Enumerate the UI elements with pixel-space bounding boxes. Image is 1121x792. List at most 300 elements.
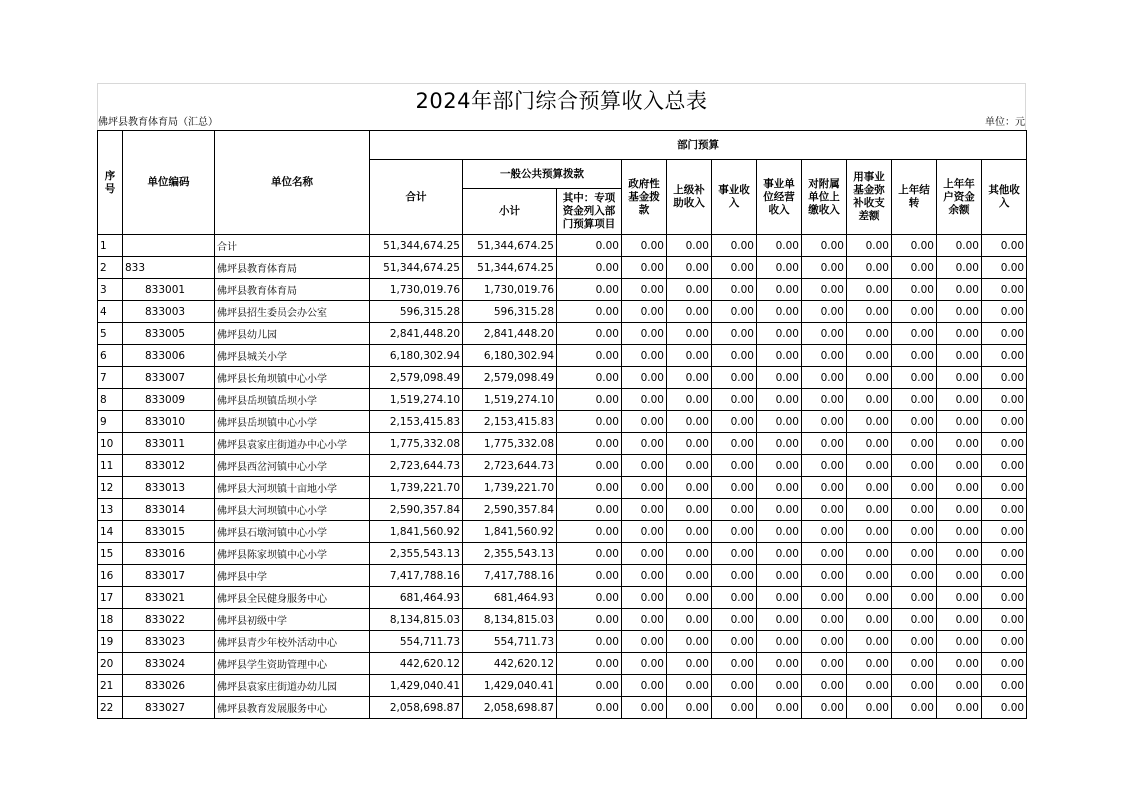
cell-carry-over: 0.00 — [892, 697, 937, 719]
cell-affiliated: 0.00 — [802, 587, 847, 609]
cell-business: 0.00 — [712, 367, 757, 389]
cell-name: 佛坪县教育体育局 — [215, 257, 370, 279]
cell-affiliated: 0.00 — [802, 433, 847, 455]
table-row — [98, 565, 1027, 587]
cell-prev-balance: 0.00 — [937, 697, 982, 719]
cell-other: 0.00 — [982, 389, 1027, 411]
cell-name: 佛坪县教育发展服务中心 — [215, 697, 370, 719]
cell-code: 833023 — [123, 631, 215, 653]
cell-other: 0.00 — [982, 323, 1027, 345]
cell-subtotal: 1,429,040.41 — [463, 675, 557, 697]
cell-total: 2,590,357.84 — [370, 499, 463, 521]
cell-prev-balance: 0.00 — [937, 279, 982, 301]
cell-business: 0.00 — [712, 521, 757, 543]
cell-affiliated: 0.00 — [802, 345, 847, 367]
cell-gov-fund: 0.00 — [622, 345, 667, 367]
cell-special: 0.00 — [557, 389, 622, 411]
cell-subtotal: 442,620.12 — [463, 653, 557, 675]
cell-operating: 0.00 — [757, 631, 802, 653]
cell-gov-fund: 0.00 — [622, 433, 667, 455]
cell-total: 1,775,332.08 — [370, 433, 463, 455]
cell-carry-over: 0.00 — [892, 433, 937, 455]
title-row — [97, 83, 1026, 116]
cell-total: 1,841,560.92 — [370, 521, 463, 543]
cell-other: 0.00 — [982, 433, 1027, 455]
cell-operating: 0.00 — [757, 367, 802, 389]
cell-operating: 0.00 — [757, 499, 802, 521]
cell-subtotal: 554,711.73 — [463, 631, 557, 653]
cell-seq: 6 — [98, 345, 123, 367]
cell-operating: 0.00 — [757, 697, 802, 719]
cell-carry-over: 0.00 — [892, 653, 937, 675]
cell-prev-balance: 0.00 — [937, 521, 982, 543]
table-row — [98, 477, 1027, 499]
cell-operating: 0.00 — [757, 345, 802, 367]
cell-code: 833026 — [123, 675, 215, 697]
header-special: 其中：专项资金列入部门预算项目 — [557, 189, 622, 235]
cell-carry-over: 0.00 — [892, 521, 937, 543]
table-row — [98, 543, 1027, 565]
cell-gov-fund: 0.00 — [622, 279, 667, 301]
cell-fund-cover: 0.00 — [847, 345, 892, 367]
cell-operating: 0.00 — [757, 411, 802, 433]
cell-business: 0.00 — [712, 323, 757, 345]
cell-code: 833021 — [123, 587, 215, 609]
cell-seq: 1 — [98, 235, 123, 257]
header-code: 单位编码 — [123, 131, 215, 235]
cell-other: 0.00 — [982, 301, 1027, 323]
cell-code: 833027 — [123, 697, 215, 719]
cell-superior: 0.00 — [667, 609, 712, 631]
header-gov-fund: 政府性基金拨款 — [622, 160, 667, 235]
cell-code: 833006 — [123, 345, 215, 367]
cell-subtotal: 1,841,560.92 — [463, 521, 557, 543]
cell-affiliated: 0.00 — [802, 323, 847, 345]
cell-fund-cover: 0.00 — [847, 499, 892, 521]
table-row — [98, 653, 1027, 675]
cell-subtotal: 6,180,302.94 — [463, 345, 557, 367]
cell-name: 佛坪县西岔河镇中心小学 — [215, 455, 370, 477]
cell-other: 0.00 — [982, 565, 1027, 587]
cell-code: 833012 — [123, 455, 215, 477]
cell-seq: 9 — [98, 411, 123, 433]
cell-superior: 0.00 — [667, 653, 712, 675]
cell-name: 佛坪县招生委员会办公室 — [215, 301, 370, 323]
cell-carry-over: 0.00 — [892, 543, 937, 565]
cell-name: 佛坪县青少年校外活动中心 — [215, 631, 370, 653]
cell-subtotal: 2,355,543.13 — [463, 543, 557, 565]
cell-gov-fund: 0.00 — [622, 631, 667, 653]
cell-superior: 0.00 — [667, 631, 712, 653]
cell-special: 0.00 — [557, 697, 622, 719]
cell-code: 833007 — [123, 367, 215, 389]
cell-superior: 0.00 — [667, 587, 712, 609]
cell-total: 1,739,221.70 — [370, 477, 463, 499]
header-other: 其他收入 — [982, 160, 1027, 235]
cell-special: 0.00 — [557, 477, 622, 499]
cell-code: 833011 — [123, 433, 215, 455]
table-row — [98, 433, 1027, 455]
cell-business: 0.00 — [712, 609, 757, 631]
cell-prev-balance: 0.00 — [937, 543, 982, 565]
cell-affiliated: 0.00 — [802, 367, 847, 389]
cell-affiliated: 0.00 — [802, 631, 847, 653]
header-business: 事业收入 — [712, 160, 757, 235]
cell-business: 0.00 — [712, 675, 757, 697]
cell-other: 0.00 — [982, 345, 1027, 367]
cell-subtotal: 2,590,357.84 — [463, 499, 557, 521]
cell-seq: 22 — [98, 697, 123, 719]
cell-superior: 0.00 — [667, 367, 712, 389]
cell-gov-fund: 0.00 — [622, 235, 667, 257]
cell-fund-cover: 0.00 — [847, 521, 892, 543]
cell-business: 0.00 — [712, 565, 757, 587]
cell-total: 442,620.12 — [370, 653, 463, 675]
cell-prev-balance: 0.00 — [937, 477, 982, 499]
cell-total: 51,344,674.25 — [370, 235, 463, 257]
header-subtotal: 小计 — [463, 189, 557, 235]
cell-other: 0.00 — [982, 587, 1027, 609]
cell-name: 佛坪县幼儿园 — [215, 323, 370, 345]
cell-total: 2,058,698.87 — [370, 697, 463, 719]
cell-total: 8,134,815.03 — [370, 609, 463, 631]
cell-seq: 3 — [98, 279, 123, 301]
cell-code: 833016 — [123, 543, 215, 565]
cell-special: 0.00 — [557, 345, 622, 367]
cell-seq: 7 — [98, 367, 123, 389]
cell-seq: 15 — [98, 543, 123, 565]
cell-gov-fund: 0.00 — [622, 697, 667, 719]
cell-operating: 0.00 — [757, 543, 802, 565]
cell-prev-balance: 0.00 — [937, 653, 982, 675]
cell-total: 1,730,019.76 — [370, 279, 463, 301]
cell-carry-over: 0.00 — [892, 411, 937, 433]
cell-fund-cover: 0.00 — [847, 543, 892, 565]
cell-fund-cover: 0.00 — [847, 609, 892, 631]
cell-other: 0.00 — [982, 235, 1027, 257]
cell-prev-balance: 0.00 — [937, 499, 982, 521]
cell-total: 1,519,274.10 — [370, 389, 463, 411]
cell-name: 佛坪县大河坝镇十亩地小学 — [215, 477, 370, 499]
cell-special: 0.00 — [557, 411, 622, 433]
cell-fund-cover: 0.00 — [847, 631, 892, 653]
cell-superior: 0.00 — [667, 389, 712, 411]
header-superior: 上级补助收入 — [667, 160, 712, 235]
cell-business: 0.00 — [712, 697, 757, 719]
cell-business: 0.00 — [712, 389, 757, 411]
cell-other: 0.00 — [982, 631, 1027, 653]
cell-gov-fund: 0.00 — [622, 543, 667, 565]
cell-name: 佛坪县陈家坝镇中心小学 — [215, 543, 370, 565]
cell-seq: 20 — [98, 653, 123, 675]
cell-other: 0.00 — [982, 521, 1027, 543]
cell-special: 0.00 — [557, 455, 622, 477]
cell-business: 0.00 — [712, 631, 757, 653]
cell-seq: 12 — [98, 477, 123, 499]
cell-seq: 8 — [98, 389, 123, 411]
cell-code: 833024 — [123, 653, 215, 675]
cell-operating: 0.00 — [757, 521, 802, 543]
cell-special: 0.00 — [557, 521, 622, 543]
cell-special: 0.00 — [557, 653, 622, 675]
cell-operating: 0.00 — [757, 477, 802, 499]
cell-total: 7,417,788.16 — [370, 565, 463, 587]
cell-seq: 11 — [98, 455, 123, 477]
table-row — [98, 345, 1027, 367]
cell-code: 833009 — [123, 389, 215, 411]
cell-superior: 0.00 — [667, 411, 712, 433]
cell-affiliated: 0.00 — [802, 609, 847, 631]
org-name: 佛坪县教育体育局（汇总） — [98, 117, 218, 128]
cell-code: 833022 — [123, 609, 215, 631]
cell-prev-balance: 0.00 — [937, 565, 982, 587]
cell-superior: 0.00 — [667, 697, 712, 719]
cell-name: 佛坪县石墩河镇中心小学 — [215, 521, 370, 543]
cell-gov-fund: 0.00 — [622, 389, 667, 411]
cell-fund-cover: 0.00 — [847, 587, 892, 609]
cell-seq: 10 — [98, 433, 123, 455]
cell-superior: 0.00 — [667, 543, 712, 565]
cell-carry-over: 0.00 — [892, 455, 937, 477]
cell-code: 833005 — [123, 323, 215, 345]
cell-code: 833003 — [123, 301, 215, 323]
cell-carry-over: 0.00 — [892, 323, 937, 345]
cell-other: 0.00 — [982, 279, 1027, 301]
cell-business: 0.00 — [712, 477, 757, 499]
cell-prev-balance: 0.00 — [937, 235, 982, 257]
cell-gov-fund: 0.00 — [622, 367, 667, 389]
cell-affiliated: 0.00 — [802, 411, 847, 433]
cell-prev-balance: 0.00 — [937, 455, 982, 477]
cell-superior: 0.00 — [667, 499, 712, 521]
cell-business: 0.00 — [712, 433, 757, 455]
cell-affiliated: 0.00 — [802, 565, 847, 587]
page-title: 2024年部门综合预算收入总表 — [415, 89, 708, 113]
cell-carry-over: 0.00 — [892, 499, 937, 521]
cell-carry-over: 0.00 — [892, 279, 937, 301]
table-row — [98, 697, 1027, 719]
cell-special: 0.00 — [557, 565, 622, 587]
cell-special: 0.00 — [557, 543, 622, 565]
table-row — [98, 367, 1027, 389]
cell-special: 0.00 — [557, 609, 622, 631]
cell-business: 0.00 — [712, 345, 757, 367]
table-row — [98, 521, 1027, 543]
cell-special: 0.00 — [557, 279, 622, 301]
cell-gov-fund: 0.00 — [622, 499, 667, 521]
budget-sheet — [97, 83, 1026, 719]
cell-subtotal: 1,739,221.70 — [463, 477, 557, 499]
cell-name: 佛坪县教育体育局 — [215, 279, 370, 301]
cell-affiliated: 0.00 — [802, 477, 847, 499]
cell-other: 0.00 — [982, 653, 1027, 675]
cell-prev-balance: 0.00 — [937, 367, 982, 389]
cell-business: 0.00 — [712, 235, 757, 257]
table-row — [98, 279, 1027, 301]
cell-special: 0.00 — [557, 235, 622, 257]
cell-name: 佛坪县岳坝镇岳坝小学 — [215, 389, 370, 411]
cell-subtotal: 681,464.93 — [463, 587, 557, 609]
table-row — [98, 411, 1027, 433]
cell-special: 0.00 — [557, 367, 622, 389]
cell-operating: 0.00 — [757, 323, 802, 345]
cell-fund-cover: 0.00 — [847, 367, 892, 389]
header-total: 合计 — [370, 160, 463, 235]
cell-fund-cover: 0.00 — [847, 279, 892, 301]
cell-operating: 0.00 — [757, 257, 802, 279]
cell-superior: 0.00 — [667, 565, 712, 587]
cell-special: 0.00 — [557, 257, 622, 279]
cell-superior: 0.00 — [667, 477, 712, 499]
cell-name: 佛坪县大河坝镇中心小学 — [215, 499, 370, 521]
cell-prev-balance: 0.00 — [937, 411, 982, 433]
cell-seq: 13 — [98, 499, 123, 521]
cell-total: 2,153,415.83 — [370, 411, 463, 433]
cell-prev-balance: 0.00 — [937, 433, 982, 455]
cell-subtotal: 596,315.28 — [463, 301, 557, 323]
table-body — [98, 235, 1027, 719]
cell-gov-fund: 0.00 — [622, 565, 667, 587]
cell-fund-cover: 0.00 — [847, 433, 892, 455]
cell-total: 6,180,302.94 — [370, 345, 463, 367]
cell-affiliated: 0.00 — [802, 675, 847, 697]
cell-total: 2,723,644.73 — [370, 455, 463, 477]
cell-subtotal: 2,841,448.20 — [463, 323, 557, 345]
cell-carry-over: 0.00 — [892, 477, 937, 499]
cell-prev-balance: 0.00 — [937, 631, 982, 653]
cell-operating: 0.00 — [757, 587, 802, 609]
cell-seq: 5 — [98, 323, 123, 345]
cell-business: 0.00 — [712, 279, 757, 301]
cell-name: 佛坪县袁家庄街道办幼儿园 — [215, 675, 370, 697]
table-row — [98, 587, 1027, 609]
header-affiliated: 对附属单位上缴收入 — [802, 160, 847, 235]
cell-carry-over: 0.00 — [892, 609, 937, 631]
cell-business: 0.00 — [712, 257, 757, 279]
cell-subtotal: 2,153,415.83 — [463, 411, 557, 433]
cell-gov-fund: 0.00 — [622, 323, 667, 345]
cell-other: 0.00 — [982, 257, 1027, 279]
cell-affiliated: 0.00 — [802, 543, 847, 565]
cell-special: 0.00 — [557, 587, 622, 609]
cell-subtotal: 51,344,674.25 — [463, 235, 557, 257]
cell-code: 833001 — [123, 279, 215, 301]
cell-subtotal: 7,417,788.16 — [463, 565, 557, 587]
cell-seq: 18 — [98, 609, 123, 631]
table-row — [98, 301, 1027, 323]
cell-affiliated: 0.00 — [802, 697, 847, 719]
cell-gov-fund: 0.00 — [622, 455, 667, 477]
cell-code — [123, 235, 215, 257]
cell-other: 0.00 — [982, 367, 1027, 389]
cell-fund-cover: 0.00 — [847, 653, 892, 675]
cell-seq: 2 — [98, 257, 123, 279]
cell-business: 0.00 — [712, 543, 757, 565]
header-name: 单位名称 — [215, 131, 370, 235]
header-carry-over: 上年结转 — [892, 160, 937, 235]
header-prev-balance: 上年年户资金余额 — [937, 160, 982, 235]
cell-total: 596,315.28 — [370, 301, 463, 323]
cell-name: 佛坪县初级中学 — [215, 609, 370, 631]
cell-fund-cover: 0.00 — [847, 389, 892, 411]
cell-fund-cover: 0.00 — [847, 697, 892, 719]
table-row — [98, 675, 1027, 697]
cell-carry-over: 0.00 — [892, 345, 937, 367]
cell-code: 833013 — [123, 477, 215, 499]
cell-special: 0.00 — [557, 301, 622, 323]
cell-name: 佛坪县长角坝镇中心小学 — [215, 367, 370, 389]
table-row — [98, 631, 1027, 653]
cell-total: 554,711.73 — [370, 631, 463, 653]
cell-operating: 0.00 — [757, 565, 802, 587]
cell-code: 833014 — [123, 499, 215, 521]
cell-carry-over: 0.00 — [892, 301, 937, 323]
cell-superior: 0.00 — [667, 323, 712, 345]
cell-operating: 0.00 — [757, 279, 802, 301]
cell-operating: 0.00 — [757, 433, 802, 455]
cell-subtotal: 51,344,674.25 — [463, 257, 557, 279]
cell-prev-balance: 0.00 — [937, 675, 982, 697]
cell-prev-balance: 0.00 — [937, 257, 982, 279]
cell-name: 佛坪县学生资助管理中心 — [215, 653, 370, 675]
cell-affiliated: 0.00 — [802, 653, 847, 675]
cell-gov-fund: 0.00 — [622, 411, 667, 433]
cell-carry-over: 0.00 — [892, 235, 937, 257]
cell-total: 2,841,448.20 — [370, 323, 463, 345]
cell-code: 833 — [123, 257, 215, 279]
cell-other: 0.00 — [982, 477, 1027, 499]
cell-operating: 0.00 — [757, 389, 802, 411]
cell-carry-over: 0.00 — [892, 565, 937, 587]
cell-other: 0.00 — [982, 411, 1027, 433]
cell-prev-balance: 0.00 — [937, 389, 982, 411]
cell-subtotal: 1,775,332.08 — [463, 433, 557, 455]
cell-affiliated: 0.00 — [802, 279, 847, 301]
cell-subtotal: 2,723,644.73 — [463, 455, 557, 477]
cell-name: 佛坪县城关小学 — [215, 345, 370, 367]
budget-table — [97, 130, 1027, 719]
cell-operating: 0.00 — [757, 675, 802, 697]
cell-fund-cover: 0.00 — [847, 235, 892, 257]
cell-special: 0.00 — [557, 433, 622, 455]
cell-fund-cover: 0.00 — [847, 477, 892, 499]
cell-code: 833015 — [123, 521, 215, 543]
cell-seq: 16 — [98, 565, 123, 587]
cell-carry-over: 0.00 — [892, 587, 937, 609]
cell-subtotal: 1,730,019.76 — [463, 279, 557, 301]
cell-carry-over: 0.00 — [892, 367, 937, 389]
cell-business: 0.00 — [712, 455, 757, 477]
cell-superior: 0.00 — [667, 433, 712, 455]
header-operating: 事业单位经营收入 — [757, 160, 802, 235]
cell-gov-fund: 0.00 — [622, 653, 667, 675]
info-row — [97, 116, 1026, 130]
cell-prev-balance: 0.00 — [937, 587, 982, 609]
cell-affiliated: 0.00 — [802, 521, 847, 543]
cell-code: 833017 — [123, 565, 215, 587]
cell-gov-fund: 0.00 — [622, 301, 667, 323]
cell-affiliated: 0.00 — [802, 257, 847, 279]
cell-operating: 0.00 — [757, 301, 802, 323]
header-fund-cover: 用事业基金弥补收支差额 — [847, 160, 892, 235]
table-header — [98, 131, 1027, 235]
cell-other: 0.00 — [982, 697, 1027, 719]
cell-fund-cover: 0.00 — [847, 455, 892, 477]
table-row — [98, 609, 1027, 631]
cell-seq: 19 — [98, 631, 123, 653]
cell-business: 0.00 — [712, 653, 757, 675]
table-row — [98, 235, 1027, 257]
